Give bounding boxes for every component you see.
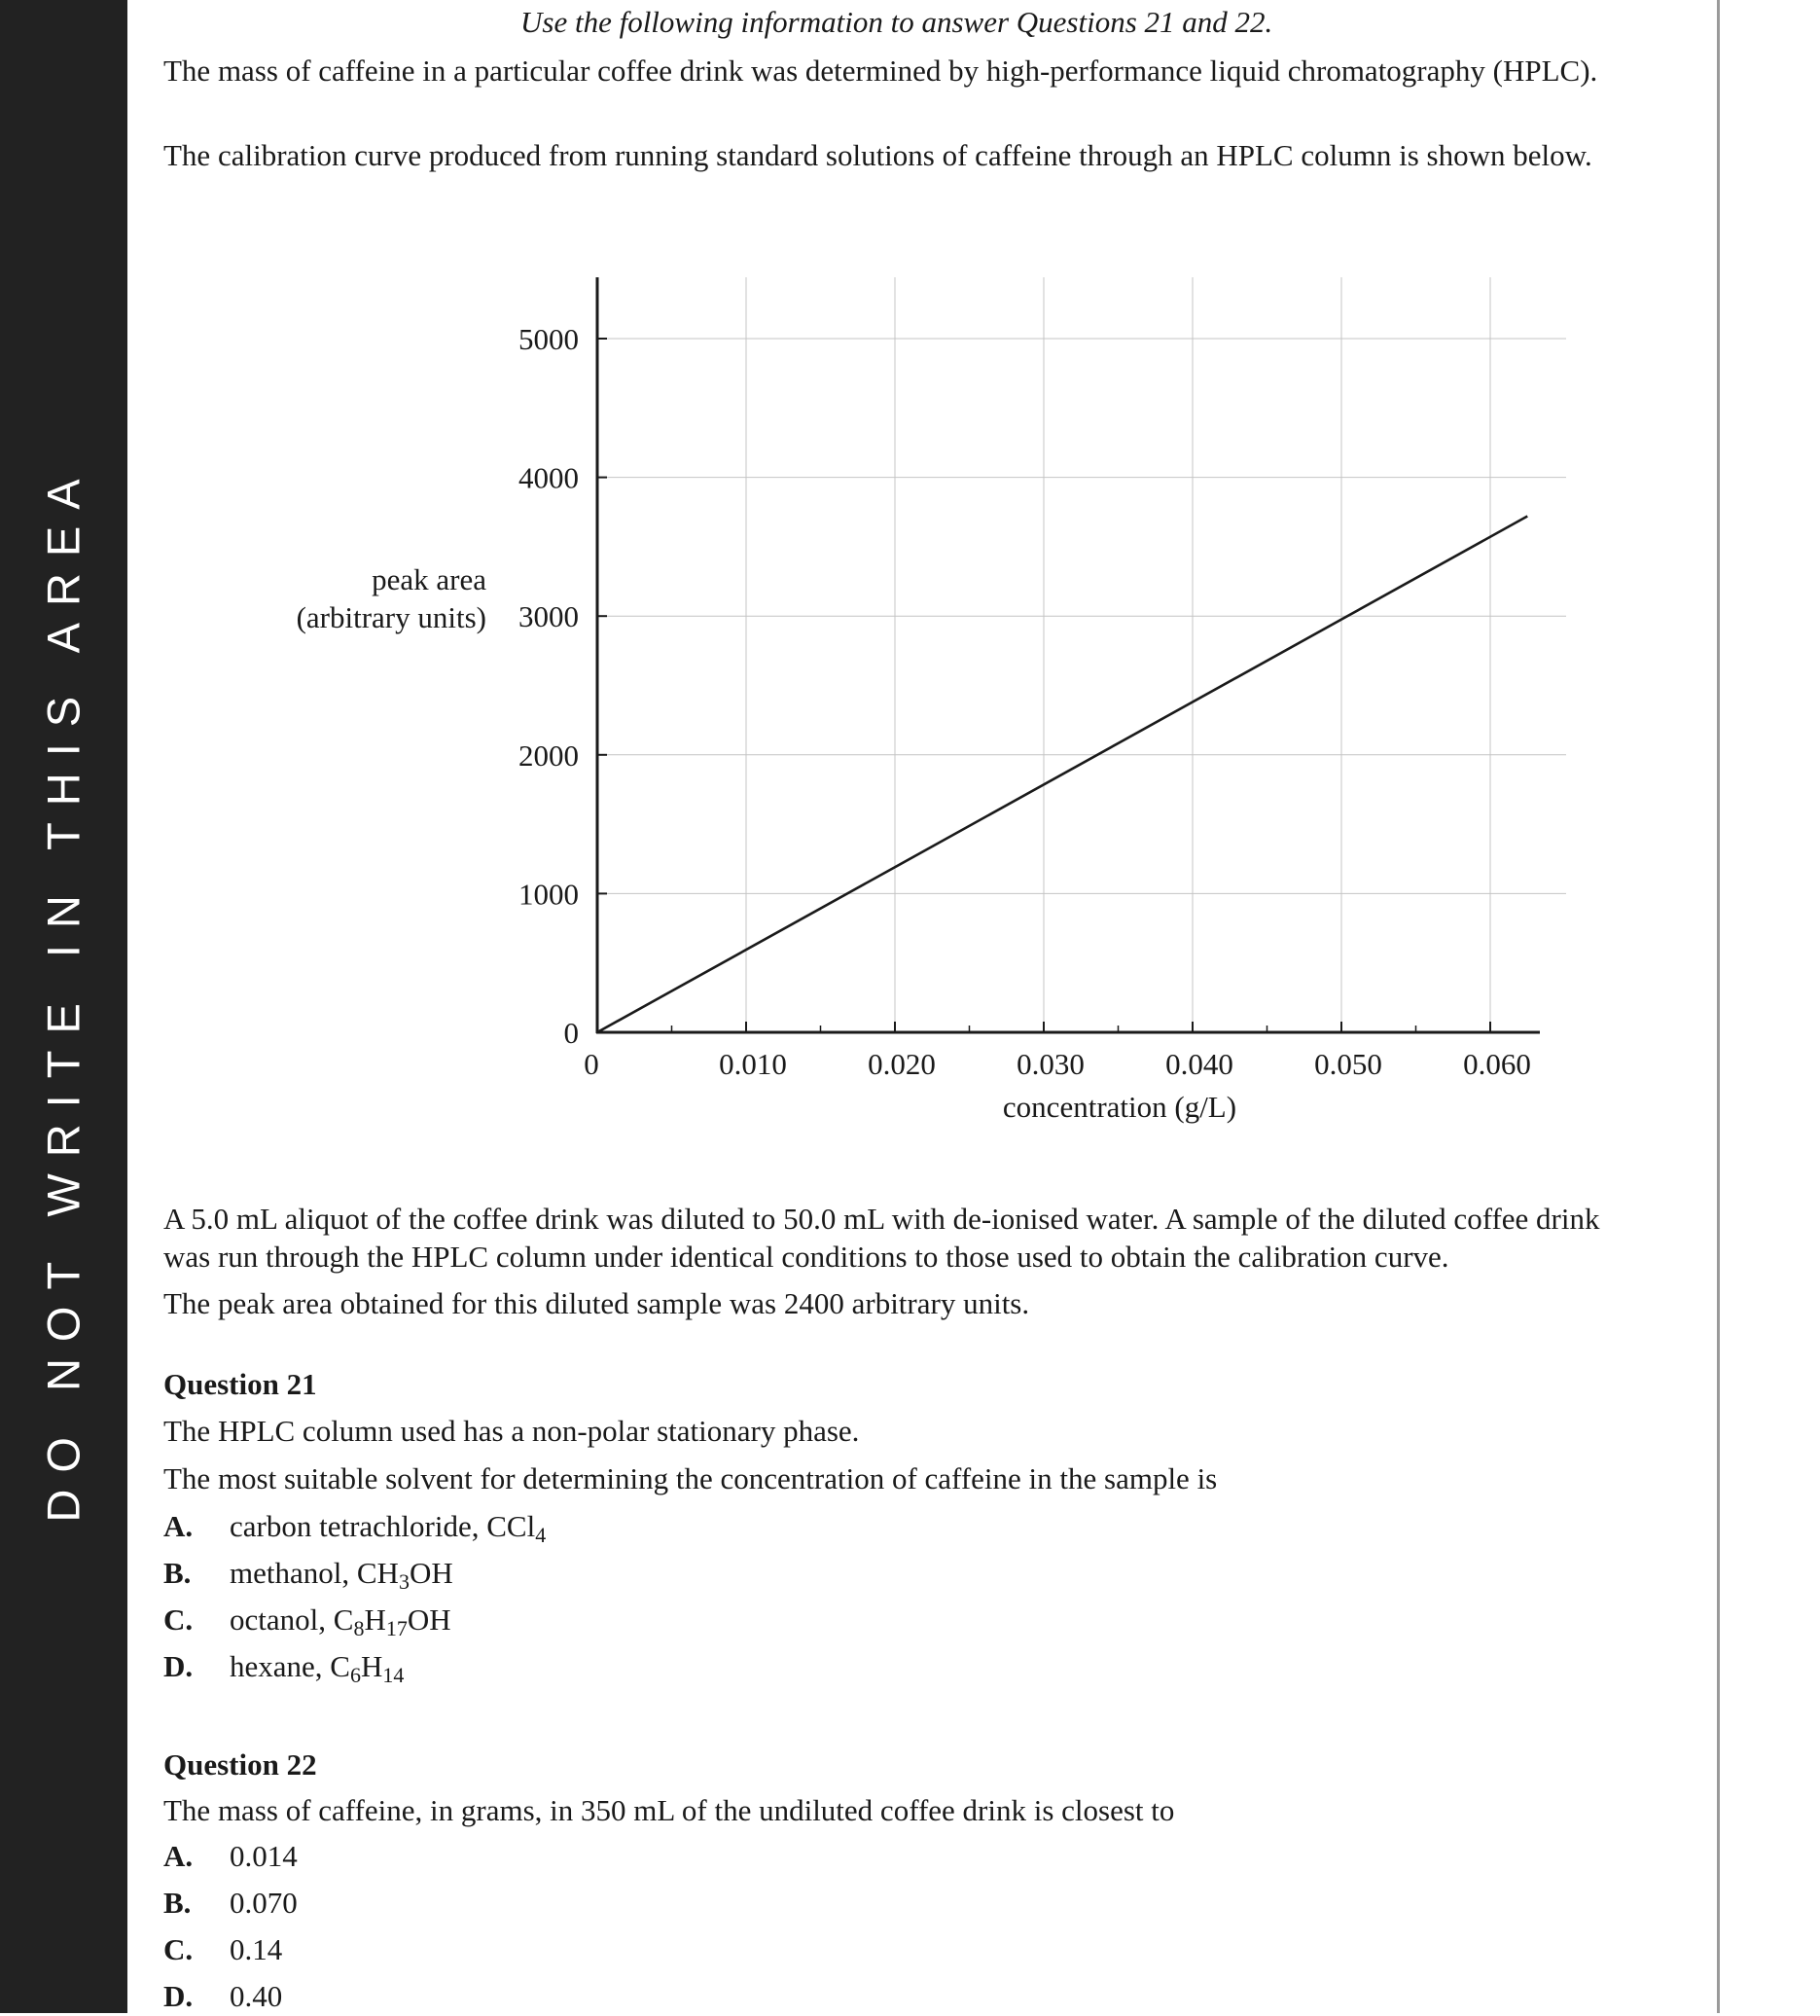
- y-tick-label-5: 5000: [518, 322, 579, 356]
- x-tick-label-6: 0.060: [1463, 1047, 1531, 1081]
- q22-option-text: 0.014: [230, 1839, 298, 1873]
- q21-option-text: carbon tetrachloride, CCl$_4$: [230, 1509, 547, 1547]
- x-tick-label-1: 0.010: [719, 1047, 787, 1081]
- y-axis-label-line1: peak area: [372, 562, 486, 596]
- paragraph-calibration: The calibration curve produced from running standard solutions of caffeine through an HPLC column is shown below.: [163, 138, 1592, 172]
- q21-option-letter: C.: [163, 1602, 194, 1637]
- paragraph-peak-area: The peak area obtained for this diluted sample was 2400 arbitrary units.: [163, 1286, 1030, 1320]
- question-21-line2: The most suitable solvent for determining the concentration of caffeine in the sample is: [163, 1461, 1218, 1495]
- x-tick-label-5: 0.050: [1314, 1047, 1382, 1081]
- x-tick-label-0: 0: [584, 1047, 599, 1081]
- q21-option-letter: A.: [163, 1509, 194, 1543]
- q21-option-text: octanol, $C_8H_{17}OH$: [230, 1602, 451, 1640]
- q22-option-letter: D.: [163, 1979, 194, 2013]
- paragraph-dilution: A 5.0 mL aliquot of the coffee drink was diluted to 50.0 mL with de-ionised water. A sample of the diluted coffee drink was run through the HPLC column under identical conditions to those used to obtain the calibration curve.: [163, 1202, 1600, 1274]
- q21-option-letter: B.: [163, 1556, 192, 1590]
- q22-option-letter: B.: [163, 1886, 192, 1920]
- question-22-title: Question 22: [163, 1747, 317, 1782]
- calibration-line-0: [597, 517, 1527, 1032]
- y-tick-label-0: 0: [563, 1016, 579, 1050]
- y-tick-label-2: 2000: [518, 738, 579, 773]
- chart-axes: [596, 277, 1540, 1033]
- chart-grid: [597, 277, 1566, 1032]
- q22-option-letter: A.: [163, 1839, 194, 1873]
- y-tick-label-3: 3000: [518, 599, 579, 634]
- intro-instruction: Use the following information to answer Questions 21 and 22.: [520, 5, 1273, 39]
- q22-option-text: 0.070: [230, 1886, 298, 1920]
- q22-option-text: 0.40: [230, 1979, 283, 2013]
- paragraph-hplc-intro: The mass of caffeine in a particular coffee drink was determined by high-performance liquid chromatography (HPLC).: [163, 54, 1598, 88]
- x-axis-label: concentration (g/L): [1002, 1090, 1237, 1124]
- q21-option-letter: D.: [163, 1649, 194, 1683]
- question-21-title: Question 21: [163, 1367, 317, 1401]
- q22-option-text: 0.14: [230, 1932, 283, 1966]
- q22-option-letter: C.: [163, 1932, 194, 1966]
- q21-option-text: methanol, $CH_3OH$: [230, 1556, 453, 1594]
- chart-labels: [297, 322, 1531, 1124]
- x-tick-label-3: 0.030: [1017, 1047, 1085, 1081]
- q21-option-text: hexane, $C_6H_{14}$: [230, 1649, 405, 1687]
- question-22-line1: The mass of caffeine, in grams, in 350 mL of the undiluted coffee drink is closest to: [163, 1793, 1175, 1827]
- y-axis-label-line2: (arbitrary units): [296, 600, 486, 634]
- chart-series: [597, 517, 1527, 1032]
- side-banner: DO NOT WRITE IN THIS AREA: [37, 462, 89, 1523]
- x-tick-label-4: 0.040: [1165, 1047, 1233, 1081]
- y-tick-label-4: 4000: [518, 460, 579, 495]
- y-tick-label-1: 1000: [518, 877, 579, 912]
- question-21-line1: The HPLC column used has a non-polar stationary phase.: [163, 1414, 860, 1448]
- x-tick-label-2: 0.020: [868, 1047, 936, 1081]
